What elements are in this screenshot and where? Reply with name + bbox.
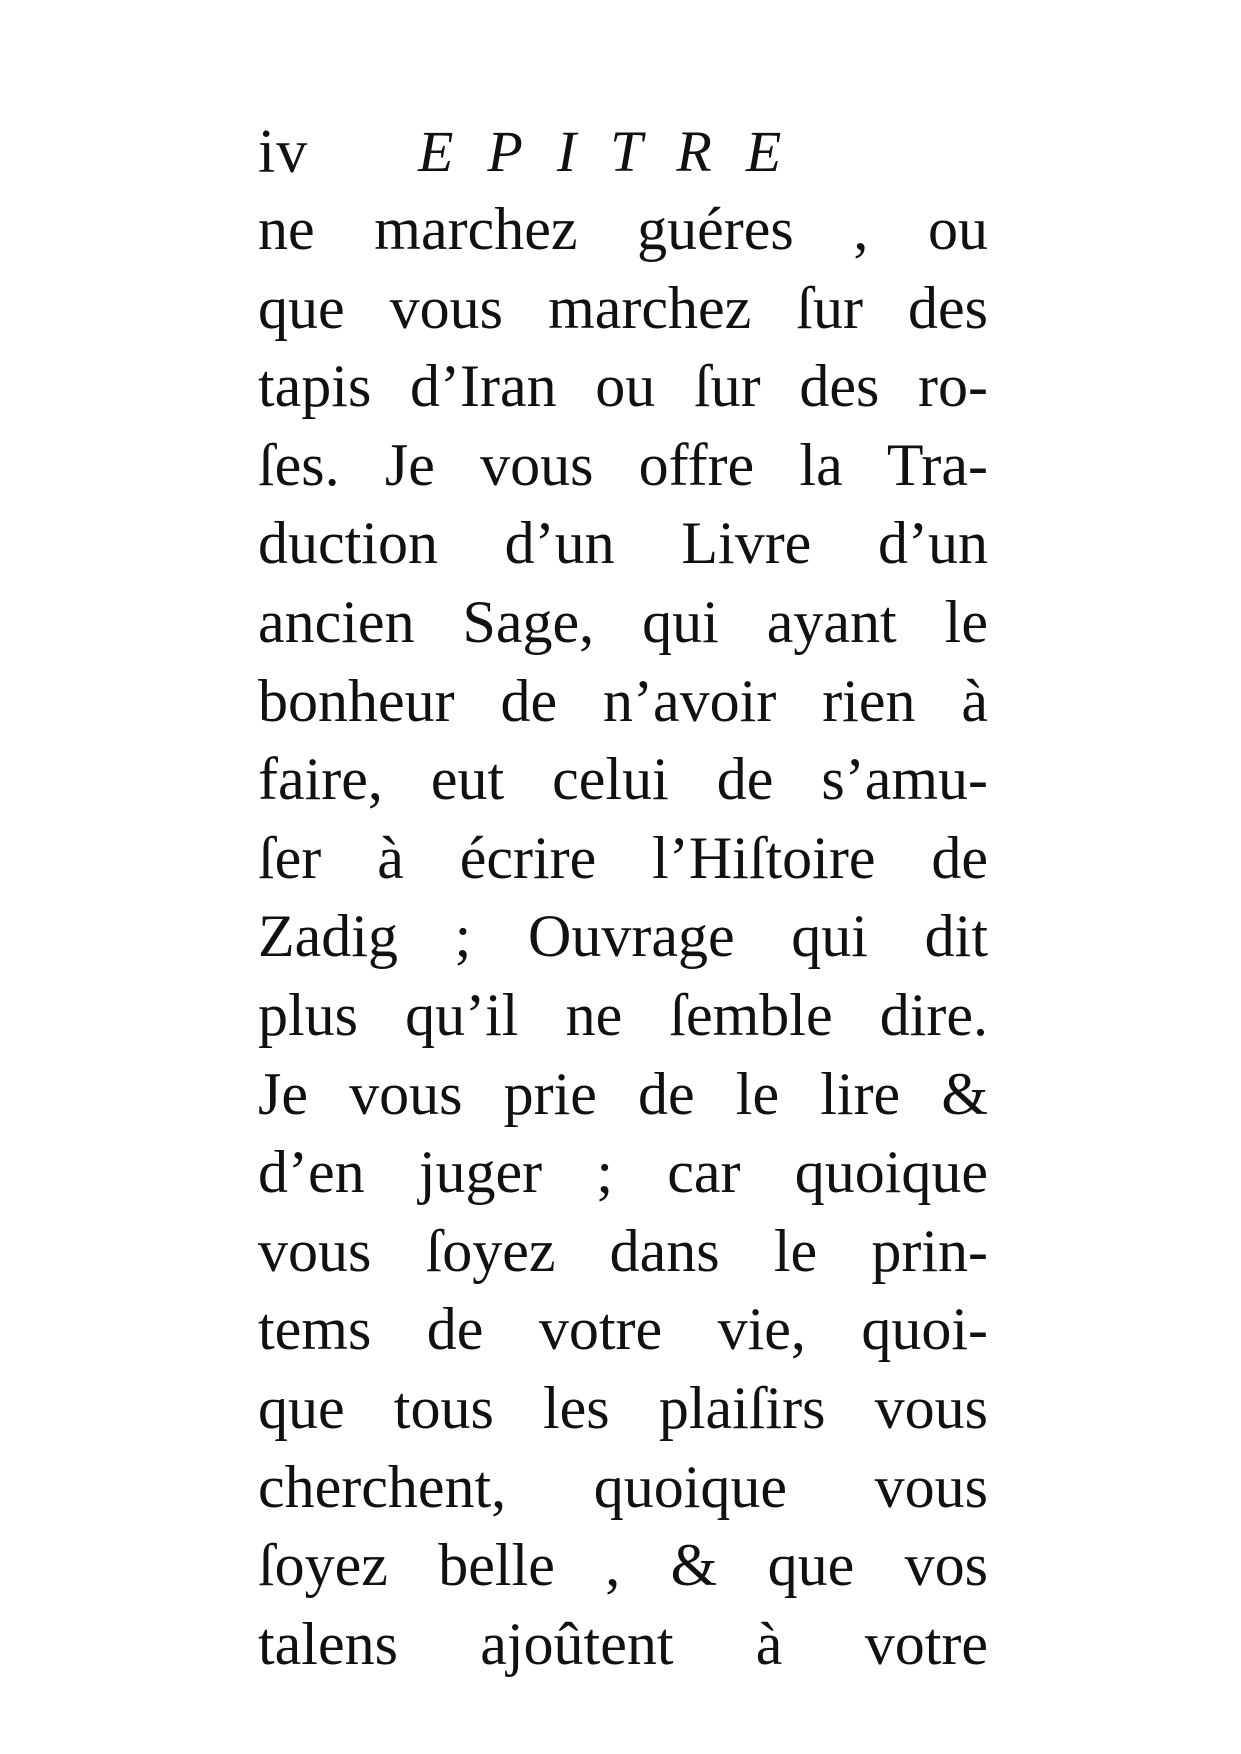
body-text	[258, 190, 988, 1683]
text-line-10: Zadig ; Ouvrage qui dit	[258, 903, 988, 970]
text-line-14: vous ſoyez dans le prin-	[258, 1217, 988, 1284]
text-line-13: d’en juger ; car quoique	[258, 1139, 988, 1206]
text-line-4: ſes. Je vous offre la Tra-	[258, 431, 988, 498]
page-number: iv	[258, 118, 309, 186]
text-line-7: bonheur de n’avoir rien à	[258, 667, 988, 734]
text-line-3: tapis d’Iran ou ſur des ro-	[258, 353, 988, 420]
text-line-5: duction d’un Livre d’un	[258, 510, 988, 577]
text-line-6: ancien Sage, qui ayant le	[258, 588, 988, 655]
text-line-17: cherchent, quoique vous	[258, 1453, 988, 1520]
running-title: EPITRE	[418, 119, 816, 184]
text-line-1: ne marchez guéres , ou	[258, 196, 988, 262]
text-line-16: que tous les plaiſirs vous	[258, 1374, 988, 1441]
text-line-8: faire, eut celui de s’amu-	[258, 746, 988, 813]
text-line-2: que vous marchez ſur des	[258, 274, 988, 341]
text-line-9: ſer à écrire l’Hiſtoire de	[258, 824, 988, 891]
text-line-12: Je vous prie de le lire &	[258, 1060, 988, 1127]
running-head	[258, 112, 998, 192]
text-line-11: plus qu’il ne ſemble dire.	[258, 981, 988, 1048]
text-line-18: ſoyez belle , & que vos	[258, 1532, 988, 1599]
text-line-15: tems de votre vie, quoi-	[258, 1296, 988, 1363]
text-line-19: talens ajoûtent à votre	[258, 1610, 988, 1677]
